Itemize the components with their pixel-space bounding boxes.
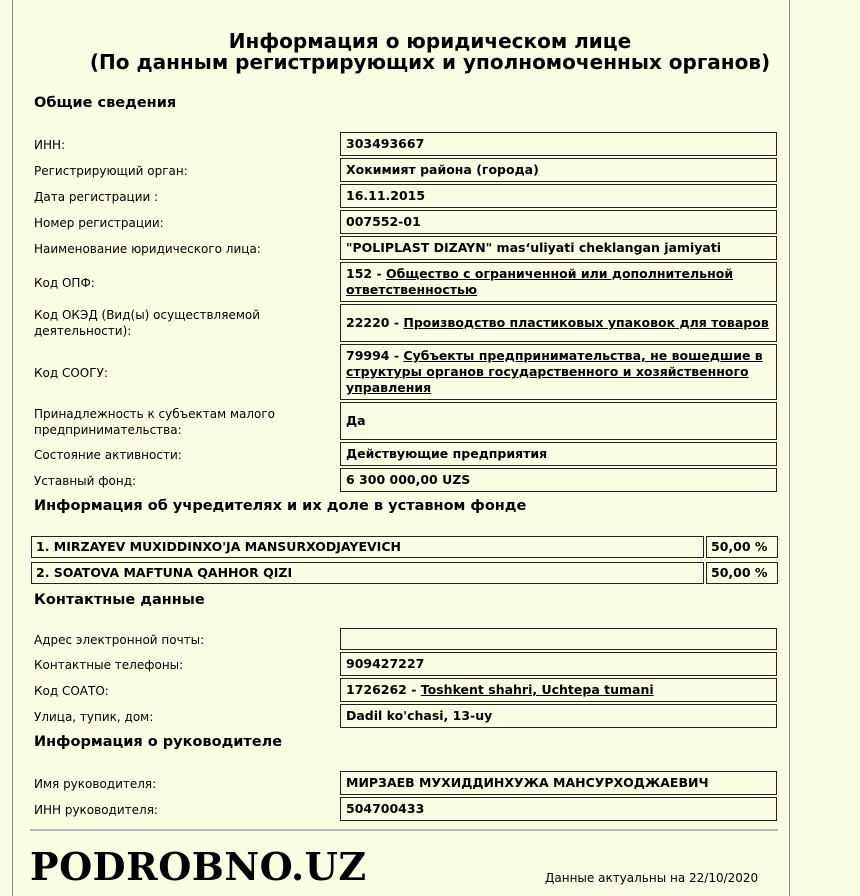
capital-label: Уставный фонд: xyxy=(34,474,137,488)
footer-divider xyxy=(30,829,778,831)
soato-link[interactable]: Toshkent shahri, Uchtepa tumani xyxy=(420,682,654,697)
opf-link[interactable]: Общество с ограниченной или дополнительной ответственностью xyxy=(346,266,734,297)
oked-link[interactable]: Производство пластиковых упаковок для товаров xyxy=(403,315,769,330)
reg-number-value: 007552-01 xyxy=(340,210,777,234)
section-general-heading: Общие сведения xyxy=(34,95,177,111)
opf-code: 152 - xyxy=(346,266,386,281)
address-value: Dadil ko'chasi, 13-uy xyxy=(340,704,777,728)
director-name-value: МИРЗАЕВ МУХИДДИНХУЖА МАНСУРХОДЖАЕВИЧ xyxy=(340,771,777,795)
director-inn-label: ИНН руководителя: xyxy=(34,803,158,817)
page-subtitle: (По данным регистрирующих и уполномоченных органов) xyxy=(89,50,771,74)
oked-label: Код ОКЭД (Вид(ы) осуществляемой деятельности): xyxy=(34,308,261,338)
company-name-label: Наименование юридического лица: xyxy=(34,242,261,256)
reg-number-label: Номер регистрации: xyxy=(34,216,164,230)
founder-2-share: 50,00 % xyxy=(706,562,778,584)
soogu-code: 79994 - xyxy=(346,348,404,363)
page-title: Информация о юридическом лице xyxy=(228,29,632,53)
inn-label: ИНН: xyxy=(34,138,66,152)
oked-code: 22220 - xyxy=(346,315,404,330)
soogu-value xyxy=(340,344,777,400)
founder-1-share: 50,00 % xyxy=(706,536,778,558)
reg-date-value: 16.11.2015 xyxy=(340,184,777,208)
founder-2-name: 2. SOATOVA MAFTUNA QAHHOR QIZI xyxy=(31,562,704,584)
soato-code: 1726262 - xyxy=(346,682,421,697)
section-director-heading: Информация о руководителе xyxy=(34,734,283,750)
soogu-link[interactable]: Субъекты предпринимательства, не вошедшие в структуры органов государственного и хозяйственного управления xyxy=(346,348,763,395)
section-founders-heading: Информация об учредителях и их доле в уставном фонде xyxy=(34,498,527,514)
opf-value xyxy=(340,262,777,302)
reg-authority-label: Регистрирующий орган: xyxy=(34,164,188,178)
activity-label: Состояние активности: xyxy=(34,448,182,462)
opf-label: Код ОПФ: xyxy=(34,276,95,290)
capital-value: 6 300 000,00 UZS xyxy=(340,468,777,492)
phones-label: Контактные телефоны: xyxy=(34,658,184,672)
oked-value xyxy=(340,304,777,342)
email-value xyxy=(340,628,777,650)
company-name-value: "POLIPLAST DIZAYN" mas‘uliyati cheklangan jamiyati xyxy=(340,236,777,260)
small-business-value: Да xyxy=(340,402,777,440)
site-logo[interactable]: PODROBNO.UZ xyxy=(30,844,367,889)
phones-value: 909427227 xyxy=(340,652,777,676)
email-label: Адрес электронной почты: xyxy=(34,633,205,647)
soogu-label: Код СООГУ: xyxy=(34,366,108,380)
founder-1-name: 1. MIRZAYEV MUXIDDINXO'JA MANSURXODJAYEVICH xyxy=(31,536,704,558)
section-contacts-heading: Контактные данные xyxy=(34,592,205,608)
director-inn-value: 504700433 xyxy=(340,797,777,821)
data-updated-date: Данные актуальны на 22/10/2020 xyxy=(545,871,759,885)
small-business-label: Принадлежность к субъектам малого предпринимательства: xyxy=(34,407,276,437)
activity-value: Действующие предприятия xyxy=(340,442,777,466)
director-name-label: Имя руководителя: xyxy=(34,777,157,791)
inn-value: 303493667 xyxy=(340,132,777,156)
soato-value xyxy=(340,678,777,702)
address-label: Улица, тупик, дом: xyxy=(34,710,154,724)
reg-authority-value: Хокимият района (города) xyxy=(340,158,777,182)
soato-label: Код СОАТО: xyxy=(34,684,109,698)
reg-date-label: Дата регистрации : xyxy=(34,190,159,204)
